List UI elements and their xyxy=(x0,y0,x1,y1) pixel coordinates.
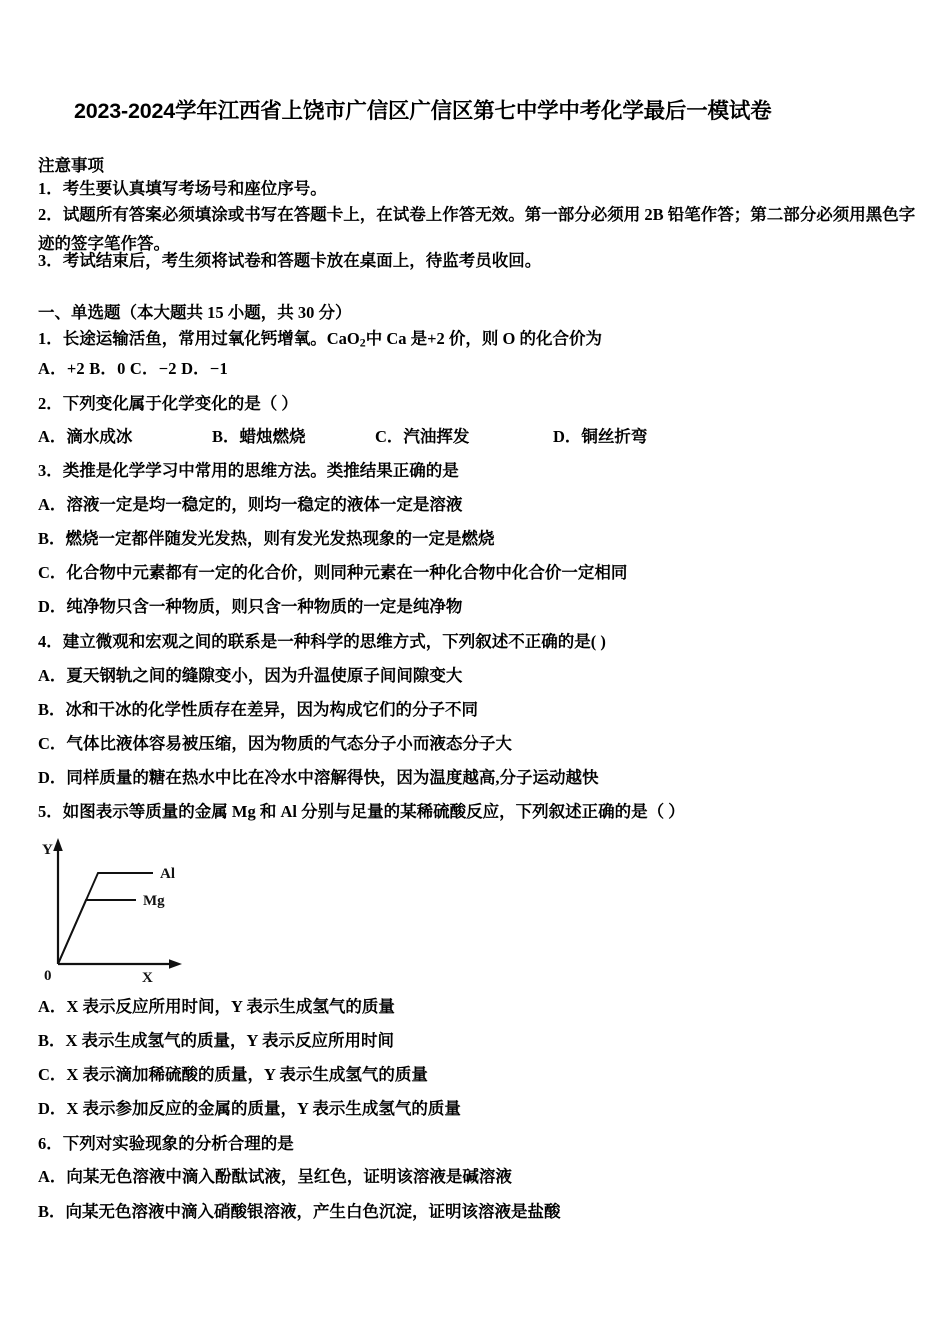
question-4-option-a: A．夏天钢轨之间的缝隙变小，因为升温使原子间间隙变大 xyxy=(38,666,463,685)
origin-label: 0 xyxy=(44,968,52,984)
page-title: 2023-2024学年江西省上饶市广信区广信区第七中学中考化学最后一模试卷 xyxy=(74,99,772,123)
series-line-al xyxy=(58,873,153,964)
series-line-mg xyxy=(58,900,136,964)
question-2-option-d: D．铜丝折弯 xyxy=(553,427,648,446)
question-4-option-b: B．冰和干冰的化学性质存在差异，因为构成它们的分子不同 xyxy=(38,700,479,719)
question-6-stem: 6．下列对实验现象的分析合理的是 xyxy=(38,1134,294,1153)
question-3-option-d: D．纯净物只含一种物质，则只含一种物质的一定是纯净物 xyxy=(38,597,463,616)
question-3-option-a: A．溶液一定是均一稳定的，则均一稳定的液体一定是溶液 xyxy=(38,495,463,514)
series-label-al: Al xyxy=(160,866,175,882)
question-5-option-c: C．X 表示滴加稀硫酸的质量，Y 表示生成氢气的质量 xyxy=(38,1065,428,1084)
question-6-option-b: B．向某无色溶液中滴入硝酸银溶液，产生白色沉淀，证明该溶液是盐酸 xyxy=(38,1202,561,1221)
question-2-option-c: C．汽油挥发 xyxy=(375,427,470,446)
question-1-stem xyxy=(38,328,602,354)
question-5-option-d: D．X 表示参加反应的金属的质量，Y 表示生成氢气的质量 xyxy=(38,1099,461,1118)
notice-item-2: 2．试题所有答案必须填涂或书写在答题卡上，在试卷上作答无效。第一部分必须用 2B 铅笔作答；第二部分必须用黑色字迹的签字笔作答。 xyxy=(38,205,916,253)
question-4-option-c: C．气体比液体容易被压缩，因为物质的气态分子小而液态分子大 xyxy=(38,734,512,753)
question-1-stem-post: 中 Ca 是+2 价，则 O 的化合价为 xyxy=(365,329,602,348)
section-heading-single-choice: 一、单选题（本大题共 15 小题，共 30 分） xyxy=(38,303,352,322)
question-3-option-c: C．化合物中元素都有一定的化合价，则同种元素在一种化合物中化合价一定相同 xyxy=(38,563,628,582)
question-4-option-d: D．同样质量的糖在热水中比在冷水中溶解得快，因为温度越高,分子运动越快 xyxy=(38,768,599,787)
question-3-option-b: B．燃烧一定都伴随发光发热，则有发光发热现象的一定是燃烧 xyxy=(38,529,495,548)
question-2-options xyxy=(38,426,738,448)
question-1-options: A．+2 B．0 C．−2 D．−1 xyxy=(38,359,228,378)
question-6-option-a: A．向某无色溶液中滴入酚酞试液，呈红色，证明该溶液是碱溶液 xyxy=(38,1167,512,1186)
question-5-figure xyxy=(36,832,266,987)
x-axis-label: X xyxy=(142,970,153,986)
formula-subscript: 2 xyxy=(359,335,366,350)
question-4-stem: 4．建立微观和宏观之间的联系是一种科学的思维方式，下列叙述不正确的是( ) xyxy=(38,632,606,651)
reaction-curve-chart xyxy=(36,832,266,987)
y-axis-arrowhead xyxy=(53,838,63,851)
question-5-stem: 5．如图表示等质量的金属 Mg 和 Al 分别与足量的某稀硫酸反应，下列叙述正确的是（ ） xyxy=(38,802,685,821)
question-3-stem: 3．类推是化学学习中常用的思维方法。类推结果正确的是 xyxy=(38,461,459,480)
question-2-option-b: B．蜡烛燃烧 xyxy=(212,427,306,446)
series-label-mg: Mg xyxy=(143,893,165,909)
question-1-stem-pre: 1．长途运输活鱼，常用过氧化钙增氧。CaO xyxy=(38,329,360,348)
question-2-stem: 2．下列变化属于化学变化的是（ ） xyxy=(38,394,298,413)
notice-item-3: 3．考试结束后，考生须将试卷和答题卡放在桌面上，待监考员收回。 xyxy=(38,251,542,270)
question-5-option-b: B．X 表示生成氢气的质量，Y 表示反应所用时间 xyxy=(38,1031,394,1050)
notice-item-1: 1．考生要认真填写考场号和座位序号。 xyxy=(38,179,327,198)
question-2-option-a: A．滴水成冰 xyxy=(38,427,133,446)
y-axis-label: Y xyxy=(42,842,53,858)
question-5-option-a: A．X 表示反应所用时间，Y 表示生成氢气的质量 xyxy=(38,997,395,1016)
notice-heading: 注意事项 xyxy=(38,156,104,175)
x-axis-arrowhead xyxy=(169,959,182,969)
